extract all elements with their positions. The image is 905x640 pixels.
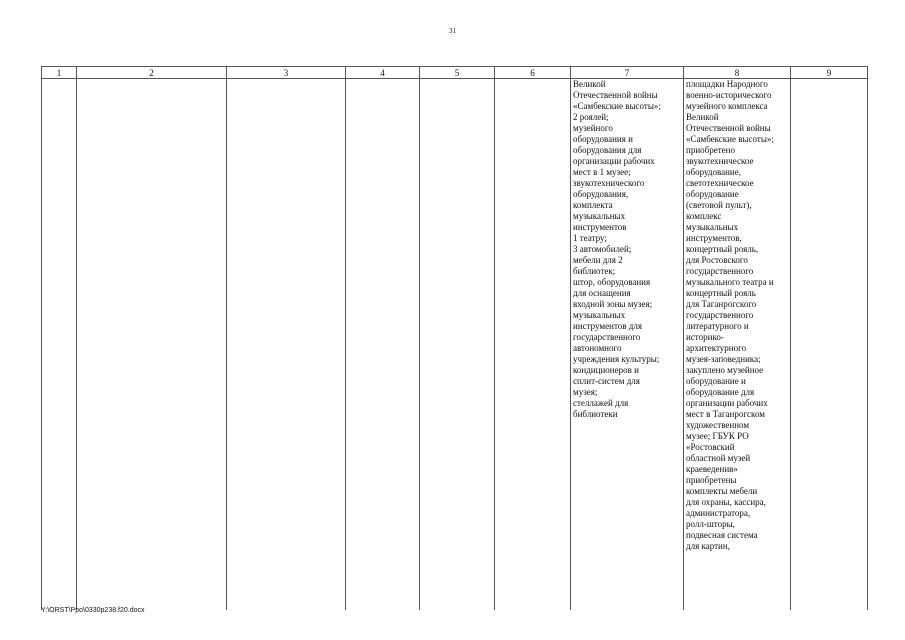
column-header-8: 8 [684, 67, 791, 79]
column-header-6: 6 [495, 67, 571, 79]
column-header-9: 9 [791, 67, 868, 79]
table-cell-col-9 [791, 79, 868, 611]
table-cell-col-7: Великой Отечественной войны «Самбекские высоты»; 2 роялей; музейного оборудования и оборудования для организации рабочих мест в 1 музее; звукотехнического оборудования, комплекта музыкальных инструментов 1 театру; 3 автомобилей; мебели для 2 библиотек; штор, оборудования для оснащения входной зоны музея; музыкальных инструментов для государственного автономного учреждения культуры; кондиционеров и сплит-систем для музея; стеллажей для библиотеки [571, 79, 684, 611]
footer-file-path: Y:\ORST\Ppo\0330p238.f20.docx [41, 607, 145, 614]
column-header-2: 2 [77, 67, 227, 79]
column-header-5: 5 [420, 67, 495, 79]
table-cell-col-4 [346, 79, 420, 611]
table-row [42, 79, 868, 611]
table-cell-col-6 [495, 79, 571, 611]
column-header-7: 7 [571, 67, 684, 79]
table-cell-col-2 [77, 79, 227, 611]
table-cell-col-1 [42, 79, 77, 611]
table-cell-col-3 [227, 79, 346, 611]
column-header-3: 3 [227, 67, 346, 79]
data-table [41, 66, 868, 610]
page-number: 31 [449, 27, 456, 35]
table-cell-col-8: площадки Народного военно-исторического музейного комплекса Великой Отечественной войны «Самбекские высоты»; приобретено звукотехническое оборудование, светотехническое оборудование (световой пульт), комплекс музыкальных инструментов, концертный рояль, для Ростовского государственного музыкального театра и концертный рояль для Таганрогского государственного литературного и историко- архитектурного музея-заповедника; закуплено музейное оборудование и оборудование для организации рабочих мест в Таганрогском художественном музее; ГБУК РО «Ростовский областной музей краеведения» приобретены комплекты мебели для охраны, кассира, администратора, ролл-шторы, подвесная система для картин, [684, 79, 791, 611]
header-row [42, 67, 868, 79]
table-cell-col-5 [420, 79, 495, 611]
column-header-4: 4 [346, 67, 420, 79]
column-header-1: 1 [42, 67, 77, 79]
